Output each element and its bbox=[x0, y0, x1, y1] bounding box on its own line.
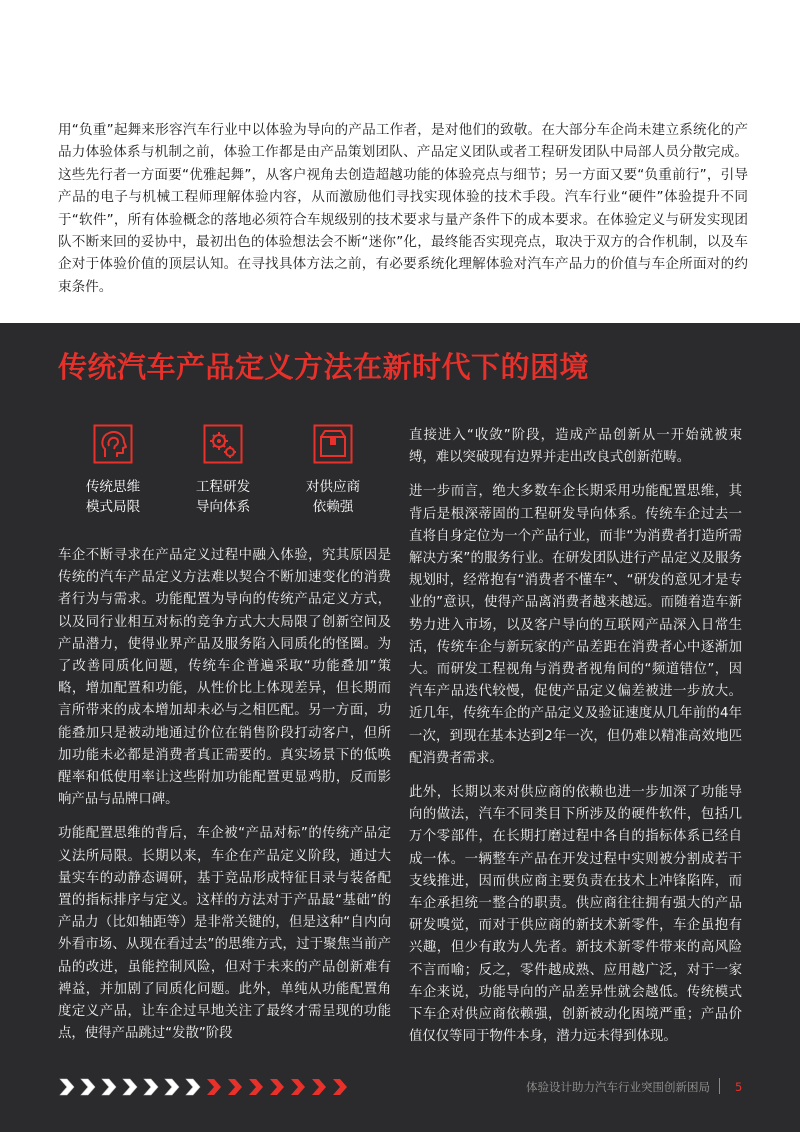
chevron-right-icon bbox=[142, 1078, 160, 1096]
footer-title: 体验设计助力汽车行业突围创新困局 bbox=[526, 1080, 710, 1094]
left-paragraph: 功能配置思维的背后，车企被“产品对标”的传统产品定义法所局限。长期以来，车企在产品定义阶段，通过大量实车的动静态调研，基于竞品形成特征目录与装备配置的指标排序与定义。这样的方法对于产品最“基础”的产品力（比如轴距等）是非常关键的，但是这种“自内向外看市场、从现在看过去”的思维方式，过于聚焦当前产品的改进，虽能控制风险，但对于未来的产品创新难有裨益，并加剧了同质化问题。此外，单纯从功能配置角度定义产品，让车企过早地关注了最终才需呈现的功能点，使得产品跳过“发散”阶段 bbox=[58, 826, 391, 1042]
chevron-right-icon bbox=[58, 1078, 76, 1096]
chevron-right-icon bbox=[247, 1078, 265, 1096]
icon-label-line1: 对供应商 bbox=[305, 479, 361, 495]
chevron-right-icon bbox=[121, 1078, 139, 1096]
footer bbox=[0, 1072, 800, 1104]
gears-icon bbox=[203, 424, 243, 464]
icon-block-engineering bbox=[168, 424, 278, 517]
chevron-right-icon bbox=[184, 1078, 202, 1096]
chevron-right-icon bbox=[100, 1078, 118, 1096]
box-icon bbox=[313, 424, 353, 464]
right-column bbox=[409, 425, 742, 1060]
section-title: 传统汽车产品定义方法在新时代下的困境 bbox=[58, 350, 590, 384]
chevron-right-icon bbox=[268, 1078, 286, 1096]
chevron-right-icon bbox=[289, 1078, 307, 1096]
page-number: 5 bbox=[735, 1080, 743, 1094]
chevron-right-icon bbox=[205, 1078, 223, 1096]
icon-label-line2: 导向体系 bbox=[195, 499, 251, 515]
left-paragraph: 车企不断寻求在产品定义过程中融入体验，究其原因是传统的汽车产品定义方法难以契合不断加速变化的消费者行为与需求。功能配置为导向的传统产品定义方式，以及同行业相互对标的竞争方式大大局限了创新空间及产品潜力，使得业界产品及服务陷入同质化的怪圈。为了改善同质化问题，传统车企普遍采取“功能叠加”策略，增加配置和功能，从性价比上体现差异，但长期而言所带来的成本增加却未必与之相匹配。另一方面，功能叠加只是被动地通过价位在销售阶段打动客户，但所加功能未必都是消费者真正需要的。真实场景下的低唤醒率和低使用率让这些附加功能配置更显鸡肋，反而影响产品与品牌口碑。 bbox=[58, 548, 391, 808]
right-paragraph: 进一步而言，绝大多数车企长期采用功能配置思维，其背后是根深蒂固的工程研发导向体系。传统车企过去一直将自身定位为一个产品行业，而非“为消费者打造所需解决方案”的服务行业。在研发团队进行产品定义及服务规划时，经常抱有“消费者不懂车”、“研发的意见才是专业的”意识，使得产品离消费者越来越远。而随着造车新势力进入市场，以及客户导向的互联网产品深入日常生活，传统车企与新玩家的产品差距在消费者心中逐渐加大。而研发工程视角与消费者视角间的“频道错位”，因汽车产品迭代较慢，促使产品定义偏差被进一步放大。近几年，传统车企的产品定义及验证速度从几年前的4年一次，到现在基本达到2年一次，但仍难以精准高效地匹配消费者需求。 bbox=[409, 484, 742, 766]
chevron-right-icon bbox=[331, 1078, 349, 1096]
chevron-right-icon bbox=[79, 1078, 97, 1096]
right-paragraph: 此外，长期以来对供应商的依赖也进一步加深了功能导向的做法，汽车不同类目下所涉及的硬件软件，包括几万个零部件，在长期打磨过程中各自的指标体系已经自成一体。一辆整车产品在开发过程中实则被分割成若干支线推进，因而供应商主要负责在技术上冲锋陷阵，而车企承担统一整合的职责。供应商往往拥有强大的产品研发嗅觉，而对于供应商的新技术新零件，车企虽抱有兴趣，但少有敢为人先者。新技术新零件带来的高风险不言而喻；反之，零件越成熟、应用越广泛，对于一家车企来说，功能导向的产品差异性就会越低。传统模式下车企对供应商依赖强，创新被动化困境严重；产品价值仅仅等同于物件本身，潜力远未得到体现。 bbox=[409, 785, 742, 1045]
right-paragraph: 直接进入“收敛”阶段，造成产品创新从一开始就被束缚，难以突破现有边界并走出改良式创新范畴。 bbox=[409, 428, 742, 466]
icon-row bbox=[58, 424, 388, 524]
chevron-right-icon bbox=[226, 1078, 244, 1096]
footer-divider bbox=[719, 1078, 720, 1094]
icon-block-thinking bbox=[58, 424, 168, 517]
icon-label-line1: 工程研发 bbox=[195, 479, 251, 495]
chevron-right-icon bbox=[163, 1078, 181, 1096]
icon-label-line2: 依赖强 bbox=[312, 499, 354, 515]
icon-label-line2: 模式局限 bbox=[85, 499, 141, 515]
left-column bbox=[58, 545, 391, 1057]
icon-block-supplier bbox=[278, 424, 388, 517]
chevron-right-icon bbox=[310, 1078, 328, 1096]
intro-paragraph: 用“负重”起舞来形容汽车行业中以体验为导向的产品工作者，是对他们的致敬。在大部分车企尚未建立系统化的产品力体验体系与机制之前，体验工作都是由产品策划团队、产品定义团队或者工程研发团队中局部人员分散完成。这些先行者一方面要“优雅起舞”，从客户视角去创造超越功能的体验亮点与细节；另一方面又要“负重前行”，引导产品的电子与机械工程师理解体验内容，从而激励他们寻找实现体验的技术手段。汽车行业“硬件”体验提升不同于“软件”，所有体验概念的落地必须符合车规级别的技术要求与量产条件下的成本要求。在体验定义与研发实现团队不断来回的妥协中，最初出色的体验想法会不断“迷你”化，最终能否实现亮点，取决于双方的合作机制，以及车企对于体验价值的顶层认知。在寻找具体方法之前，有必要系统化理解体验对汽车产品力的价值与车企所面对的约束条件。 bbox=[58, 122, 748, 295]
icon-label-line1: 传统思维 bbox=[85, 479, 141, 495]
head-profile-icon bbox=[93, 424, 133, 464]
